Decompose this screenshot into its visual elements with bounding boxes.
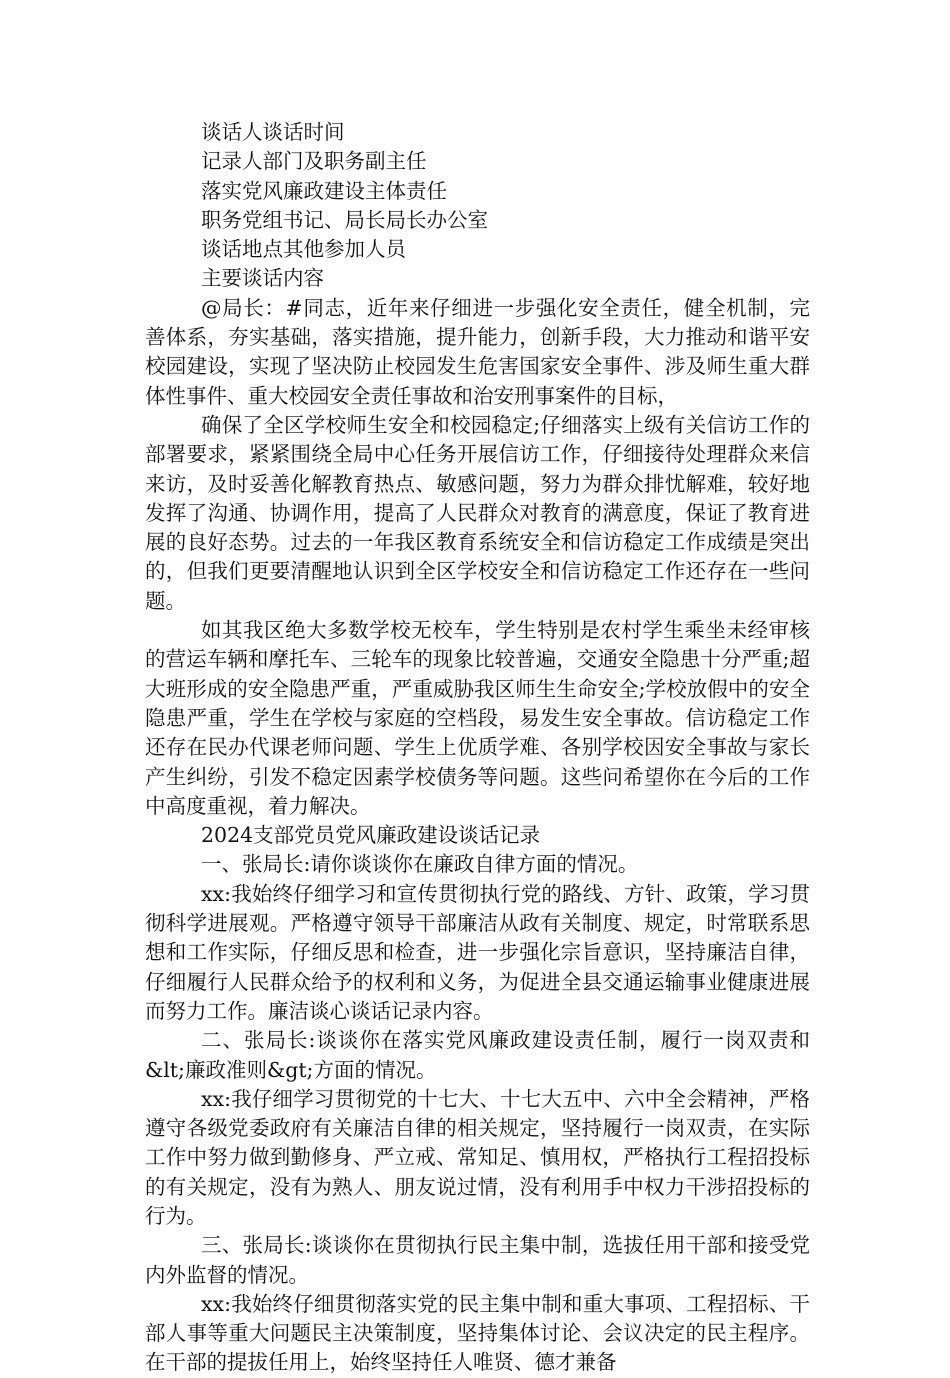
paragraph-opening: @局长：#同志，近年来仔细进一步强化安全责任，健全机制，完善体系，夯实基础，落实措施，提升能力，创新手段，大力推动和谐平安校园建设，实现了坚决防止校园发生危害国家安全事件、涉及师生重大群体性事件、重大校园安全责任事故和治安刑事案件的目标， — [145, 295, 810, 408]
answer-2: xx:我仔细学习贯彻党的十七大、十七大五中、六中全会精神，严格遵守各级党委政府有关廉洁自律的相关规定，坚持履行一岗双责，在实际工作中努力做到勤修身、严立戒、常知足、慎用权，严格执行工程招投标的有关规定，没有为熟人、朋友说过情，没有利用手中权力干涉招投标的行为。 — [145, 1086, 810, 1228]
header-line-content-label: 主要谈话内容 — [201, 266, 324, 291]
section-title: 2024支部党员党风廉政建设谈话记录 — [201, 823, 541, 848]
question-1: 一、张局长:请你谈谈你在廉政自律方面的情况。 — [201, 852, 639, 877]
header-line-talker: 谈话人谈话时间 — [201, 120, 345, 144]
header-line-position: 职务党组书记、局长局长办公室 — [201, 207, 488, 232]
question-2: 二、张局长:谈谈你在落实党风廉政建设责任制，履行一岗双责和&lt;廉政准则&gt;方面的情况。 — [145, 1028, 810, 1082]
header-line-recorder: 记录人部门及职务副主任 — [201, 149, 427, 174]
answer-3: xx:我始终仔细贯彻落实党的民主集中制和重大事项、工程招标、干部人事等重大问题民主决策制度，坚持集体讨论、会议决定的民主程序。在干部的提拔任用上，始终坚持任人唯贤、德才兼备 — [145, 1291, 810, 1375]
header-line-location: 谈话地点其他参加人员 — [201, 237, 406, 262]
document-body — [145, 118, 810, 1378]
answer-1: xx:我始终仔细学习和宣传贯彻执行党的路线、方针、政策，学习贯彻科学进展观。严格遵守领导干部廉洁从政有关制度、规定，时常联系思想和工作实际，仔细反思和检查，进一步强化宗旨意识，坚持廉洁自律，仔细履行人民群众给予的权利和义务，为促进全县交通运输事业健康进展而努力工作。廉洁谈心谈话记录内容。 — [145, 881, 810, 1023]
question-3: 三、张局长:谈谈你在贯彻执行民主集中制，选拔任用干部和接受党内外监督的情况。 — [145, 1233, 810, 1287]
paragraph-stability: 确保了全区学校师生安全和校园稳定;仔细落实上级有关信访工作的部署要求，紧紧围绕全局中心任务开展信访工作，仔细接待处理群众来信来访，及时妥善化解教育热点、敏感问题，努力为群众排忧解难，较好地发挥了沟通、协调作用，提高了人民群众对教育的满意度，保证了教育进展的良好态势。过去的一年我区教育系统安全和信访稳定工作成绩是突出的，但我们更要清醒地认识到全区学校安全和信访稳定工作还存在一些问题。 — [145, 412, 810, 613]
paragraph-problems: 如其我区绝大多数学校无校车，学生特别是农村学生乘坐未经审核的营运车辆和摩托车、三轮车的现象比较普遍，交通安全隐患十分严重;超大班形成的安全隐患严重，严重威胁我区师生生命安全;学校放假中的安全隐患严重，学生在学校与家庭的空档段，易发生安全事故。信访稳定工作还存在民办代课老师问题、学生上优质学难、各别学校因安全事故与家长产生纠纷，引发不稳定因素学校债务等问题。这些问希望你在今后的工作中高度重视，着力解决。 — [145, 618, 810, 818]
header-line-topic: 落实党风廉政建设主体责任 — [201, 178, 447, 203]
